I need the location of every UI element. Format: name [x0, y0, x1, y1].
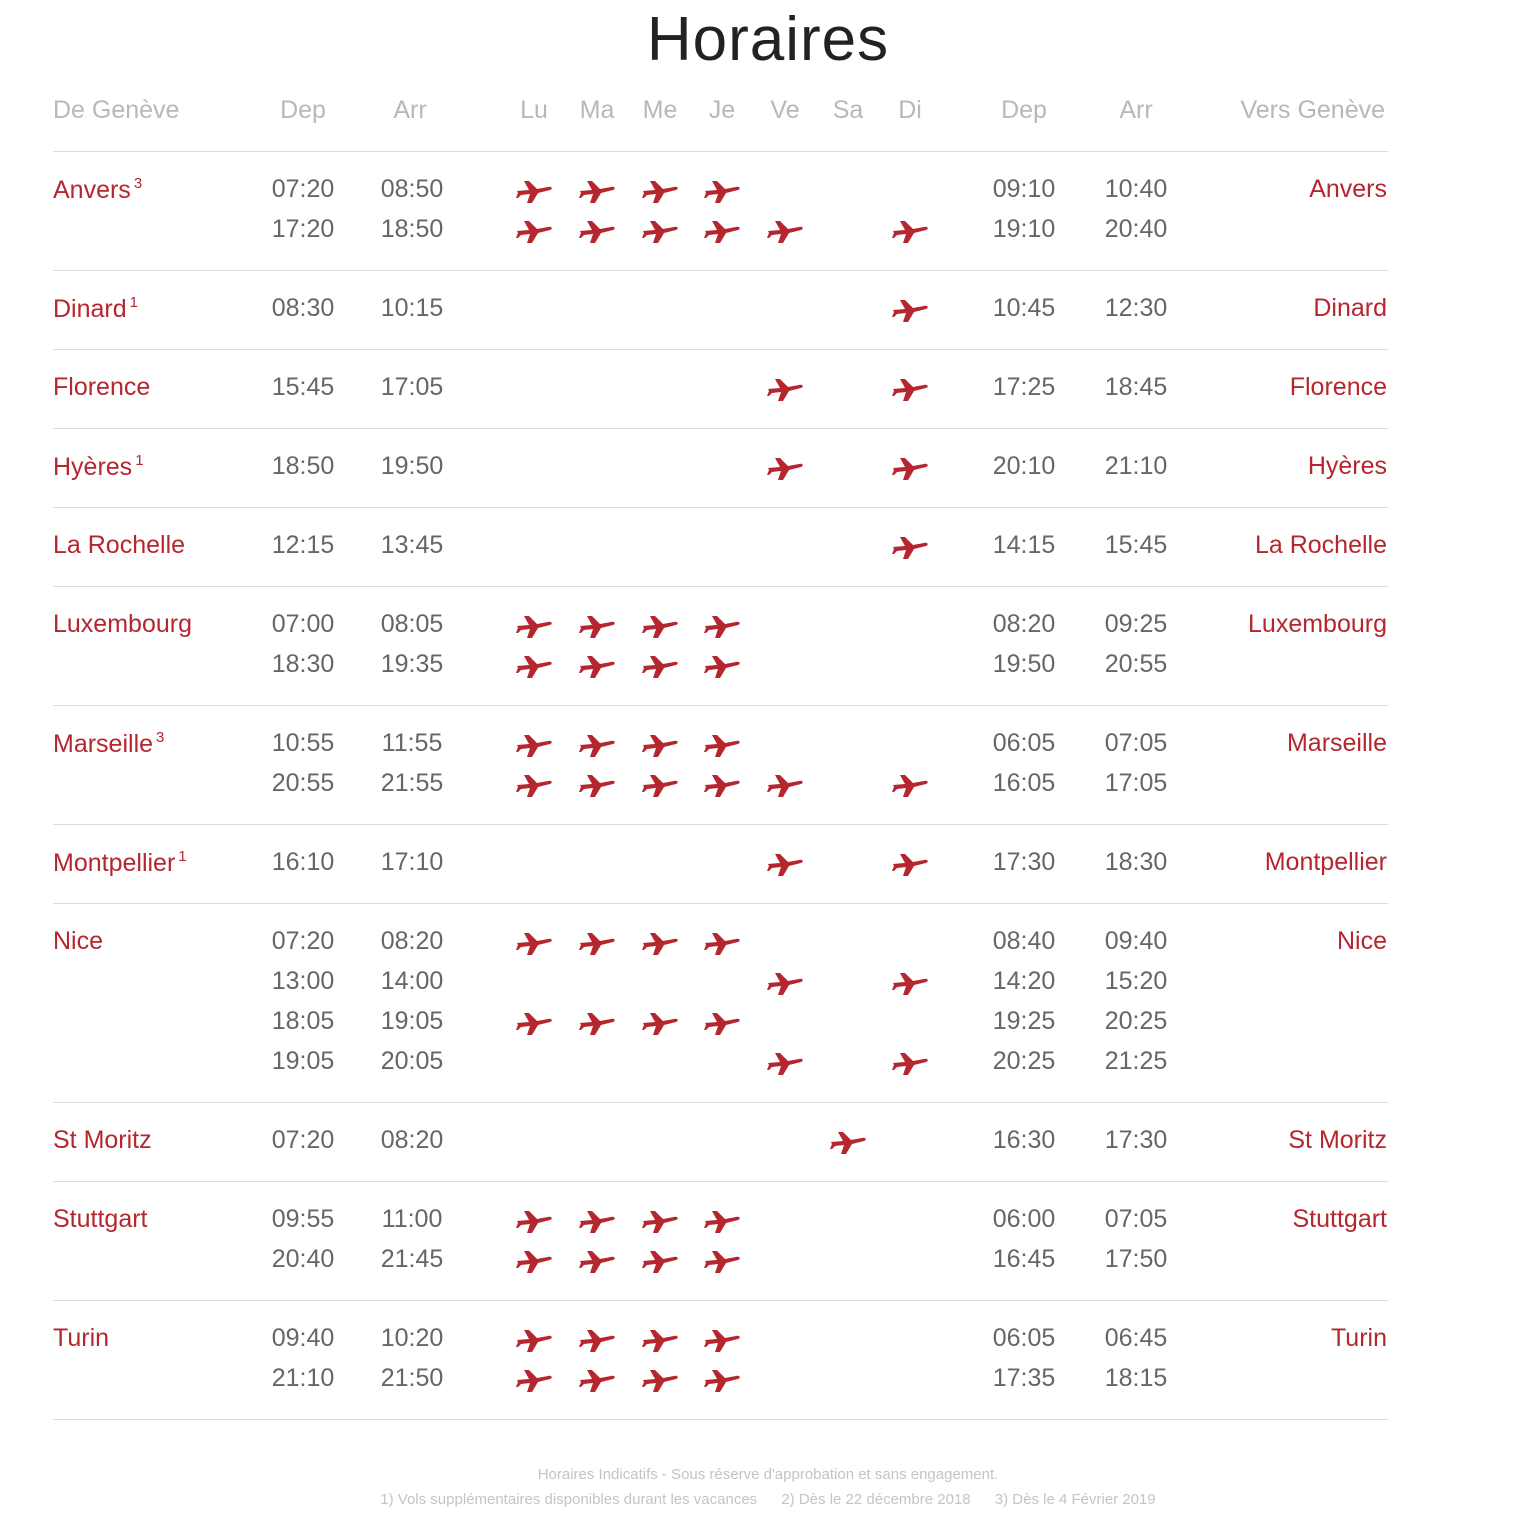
- airplane-icon: [515, 1010, 553, 1036]
- return-departure-time: 06:05: [992, 1324, 1056, 1352]
- return-departure-time: 17:30: [992, 848, 1056, 876]
- return-city: Montpellier: [1264, 848, 1387, 876]
- return-departure-time: 06:05: [992, 729, 1056, 757]
- departure-time: 12:15: [271, 531, 335, 559]
- departure-time: 09:55: [271, 1205, 335, 1233]
- footer-disclaimer: Horaires Indicatifs - Sous réserve d'approbation et sans engagement.: [537, 1466, 999, 1483]
- row-divider: [53, 824, 1388, 825]
- airplane-icon: [703, 1248, 741, 1274]
- departure-time: 10:55: [271, 729, 335, 757]
- return-departure-time: 14:15: [992, 531, 1056, 559]
- header-dep: Dep: [280, 96, 326, 124]
- return-departure-time: 16:05: [992, 769, 1056, 797]
- departure-time: 08:30: [271, 294, 335, 322]
- city-name: Luxembourg: [53, 610, 192, 638]
- departure-city: [53, 531, 185, 560]
- row-divider: [53, 1181, 1388, 1182]
- departure-time: 07:20: [271, 175, 335, 203]
- arrival-time: 21:45: [380, 1245, 444, 1273]
- departure-time: 18:30: [271, 650, 335, 678]
- departure-time: 18:05: [271, 1007, 335, 1035]
- return-arrival-time: 09:25: [1104, 610, 1168, 638]
- departure-time: 20:40: [271, 1245, 335, 1273]
- airplane-icon: [703, 218, 741, 244]
- return-city: Hyères: [1307, 452, 1387, 480]
- departure-time: 07:00: [271, 610, 335, 638]
- airplane-icon: [578, 930, 616, 956]
- return-departure-time: 20:10: [992, 452, 1056, 480]
- arrival-time: 10:20: [380, 1324, 444, 1352]
- airplane-icon: [641, 732, 679, 758]
- airplane-icon: [578, 1208, 616, 1234]
- return-departure-time: 08:20: [992, 610, 1056, 638]
- return-arrival-time: 15:45: [1104, 531, 1168, 559]
- return-arrival-time: 07:05: [1104, 729, 1168, 757]
- departure-city: [53, 175, 142, 205]
- airplane-icon: [641, 613, 679, 639]
- arrival-time: 11:00: [381, 1205, 443, 1233]
- row-divider: [53, 1419, 1388, 1420]
- arrival-time: 14:00: [380, 967, 444, 995]
- return-departure-time: 20:25: [992, 1047, 1056, 1075]
- airplane-icon: [578, 1010, 616, 1036]
- arrival-time: 08:50: [380, 175, 444, 203]
- airplane-icon: [829, 1129, 867, 1155]
- return-departure-time: 09:10: [992, 175, 1056, 203]
- return-arrival-time: 20:25: [1104, 1007, 1168, 1035]
- departure-time: 09:40: [271, 1324, 335, 1352]
- airplane-icon: [641, 1248, 679, 1274]
- arrival-time: 08:05: [380, 610, 444, 638]
- row-divider: [53, 349, 1388, 350]
- city-name: Anvers: [53, 176, 131, 204]
- airplane-icon: [515, 772, 553, 798]
- return-departure-time: 17:25: [992, 373, 1056, 401]
- footnote-marker: 1: [135, 452, 144, 469]
- return-arrival-time: 06:45: [1104, 1324, 1168, 1352]
- city-name: St Moritz: [53, 1126, 152, 1154]
- airplane-icon: [766, 851, 804, 877]
- airplane-icon: [703, 178, 741, 204]
- airplane-icon: [578, 653, 616, 679]
- departure-time: 18:50: [271, 452, 335, 480]
- arrival-time: 21:50: [380, 1364, 444, 1392]
- airplane-icon: [641, 930, 679, 956]
- header-to: Vers Genève: [1240, 96, 1385, 124]
- airplane-icon: [578, 1248, 616, 1274]
- row-divider: [53, 586, 1388, 587]
- airplane-icon: [891, 297, 929, 323]
- return-arrival-time: 20:55: [1104, 650, 1168, 678]
- city-name: Florence: [53, 373, 151, 401]
- arrival-time: 17:05: [380, 373, 444, 401]
- airplane-icon: [515, 613, 553, 639]
- return-arrival-time: 09:40: [1104, 927, 1168, 955]
- row-divider: [53, 270, 1388, 271]
- airplane-icon: [578, 1327, 616, 1353]
- row-divider: [53, 507, 1388, 508]
- airplane-icon: [515, 653, 553, 679]
- return-arrival-time: 15:20: [1104, 967, 1168, 995]
- arrival-time: 19:35: [380, 650, 444, 678]
- departure-time: 15:45: [271, 373, 335, 401]
- airplane-icon: [578, 732, 616, 758]
- airplane-icon: [766, 218, 804, 244]
- airplane-icon: [703, 930, 741, 956]
- header-from: De Genève: [53, 96, 180, 124]
- airplane-icon: [891, 218, 929, 244]
- airplane-icon: [578, 218, 616, 244]
- footer-notes: [0, 1491, 1536, 1508]
- return-arrival-time: 17:30: [1104, 1126, 1168, 1154]
- departure-city: [53, 1324, 109, 1353]
- airplane-icon: [641, 218, 679, 244]
- header-day: Ve: [770, 96, 800, 124]
- departure-city: [53, 610, 192, 639]
- airplane-icon: [891, 376, 929, 402]
- airplane-icon: [766, 1050, 804, 1076]
- header-day: Me: [642, 96, 678, 124]
- header-day: Lu: [520, 96, 548, 124]
- return-departure-time: 17:35: [992, 1364, 1056, 1392]
- row-divider: [53, 903, 1388, 904]
- return-departure-time: 14:20: [992, 967, 1056, 995]
- departure-city: [53, 848, 187, 878]
- airplane-icon: [641, 1010, 679, 1036]
- airplane-icon: [891, 970, 929, 996]
- departure-time: 13:00: [271, 967, 335, 995]
- departure-city: [53, 1126, 152, 1155]
- airplane-icon: [641, 653, 679, 679]
- arrival-time: 13:45: [380, 531, 444, 559]
- arrival-time: 20:05: [380, 1047, 444, 1075]
- return-arrival-time: 17:50: [1104, 1245, 1168, 1273]
- return-city: Anvers: [1309, 175, 1387, 203]
- city-name: Marseille: [53, 730, 154, 758]
- airplane-icon: [515, 1367, 553, 1393]
- footer-note: 2) Dès le 22 décembre 2018: [781, 1491, 971, 1508]
- footer-note: 3) Dès le 4 Février 2019: [994, 1491, 1156, 1508]
- return-arrival-time: 21:25: [1104, 1047, 1168, 1075]
- footnote-marker: 1: [178, 848, 187, 865]
- arrival-time: 19:05: [380, 1007, 444, 1035]
- city-name: Turin: [53, 1324, 110, 1352]
- row-divider: [53, 1300, 1388, 1301]
- airplane-icon: [515, 732, 553, 758]
- airplane-icon: [703, 653, 741, 679]
- departure-time: 19:05: [271, 1047, 335, 1075]
- header-day: Sa: [832, 96, 864, 124]
- arrival-time: 11:55: [381, 729, 443, 757]
- airplane-icon: [578, 1367, 616, 1393]
- airplane-icon: [641, 1327, 679, 1353]
- return-arrival-time: 12:30: [1104, 294, 1168, 322]
- return-city: La Rochelle: [1254, 531, 1387, 559]
- return-departure-time: 06:00: [992, 1205, 1056, 1233]
- arrival-time: 17:10: [380, 848, 444, 876]
- arrival-time: 18:50: [380, 215, 444, 243]
- airplane-icon: [578, 178, 616, 204]
- airplane-icon: [703, 1208, 741, 1234]
- airplane-icon: [641, 772, 679, 798]
- return-departure-time: 16:30: [992, 1126, 1056, 1154]
- row-divider: [53, 1102, 1388, 1103]
- page-title: Horaires: [646, 5, 890, 74]
- footer-note: 1) Vols supplémentaires disponibles durant les vacances: [380, 1491, 758, 1508]
- return-city: Florence: [1289, 373, 1387, 401]
- return-city: Stuttgart: [1292, 1205, 1387, 1233]
- airplane-icon: [703, 1010, 741, 1036]
- return-arrival-time: 17:05: [1104, 769, 1168, 797]
- row-divider: [53, 705, 1388, 706]
- airplane-icon: [515, 218, 553, 244]
- return-departure-time: 19:25: [992, 1007, 1056, 1035]
- return-city: Dinard: [1313, 294, 1387, 322]
- departure-city: [53, 729, 164, 759]
- airplane-icon: [641, 1208, 679, 1234]
- city-name: Dinard: [53, 295, 127, 323]
- airplane-icon: [703, 613, 741, 639]
- return-arrival-time: 18:30: [1104, 848, 1168, 876]
- return-arrival-time: 18:15: [1104, 1364, 1168, 1392]
- departure-time: 16:10: [271, 848, 335, 876]
- header-arr: Arr: [393, 96, 427, 124]
- airplane-icon: [641, 178, 679, 204]
- header-day: Je: [708, 96, 736, 124]
- return-city: St Moritz: [1288, 1126, 1387, 1154]
- departure-city: [53, 1205, 148, 1234]
- return-city: Turin: [1330, 1324, 1387, 1352]
- return-city: Luxembourg: [1248, 610, 1387, 638]
- airplane-icon: [578, 772, 616, 798]
- airplane-icon: [766, 970, 804, 996]
- airplane-icon: [891, 851, 929, 877]
- header-day: Di: [898, 96, 922, 124]
- airplane-icon: [703, 772, 741, 798]
- arrival-time: 19:50: [380, 452, 444, 480]
- airplane-icon: [515, 1208, 553, 1234]
- return-arrival-time: 10:40: [1104, 175, 1168, 203]
- airplane-icon: [703, 732, 741, 758]
- airplane-icon: [515, 178, 553, 204]
- departure-time: 17:20: [271, 215, 335, 243]
- airplane-icon: [641, 1367, 679, 1393]
- city-name: Montpellier: [53, 849, 176, 877]
- airplane-icon: [766, 455, 804, 481]
- airplane-icon: [891, 772, 929, 798]
- header-arr-back: Arr: [1119, 96, 1153, 124]
- arrival-time: 21:55: [380, 769, 444, 797]
- return-departure-time: 10:45: [992, 294, 1056, 322]
- airplane-icon: [703, 1367, 741, 1393]
- row-divider: [53, 151, 1388, 152]
- footnote-marker: 3: [133, 175, 143, 192]
- departure-time: 21:10: [271, 1364, 335, 1392]
- departure-time: 20:55: [271, 769, 335, 797]
- return-city: Marseille: [1286, 729, 1387, 757]
- footnote-marker: 3: [156, 729, 165, 746]
- airplane-icon: [891, 1050, 929, 1076]
- airplane-icon: [891, 534, 929, 560]
- city-name: La Rochelle: [53, 531, 186, 559]
- row-divider: [53, 428, 1388, 429]
- airplane-icon: [891, 455, 929, 481]
- departure-time: 07:20: [271, 1126, 335, 1154]
- return-departure-time: 19:50: [992, 650, 1056, 678]
- airplane-icon: [578, 613, 616, 639]
- return-departure-time: 08:40: [992, 927, 1056, 955]
- return-arrival-time: 18:45: [1104, 373, 1168, 401]
- city-name: Hyères: [53, 453, 133, 481]
- return-arrival-time: 21:10: [1104, 452, 1168, 480]
- header-dep-back: Dep: [1001, 96, 1047, 124]
- header-day: Ma: [579, 96, 615, 124]
- return-arrival-time: 20:40: [1104, 215, 1168, 243]
- return-city: Nice: [1336, 927, 1387, 955]
- city-name: Nice: [53, 927, 104, 955]
- airplane-icon: [515, 1327, 553, 1353]
- city-name: Stuttgart: [53, 1205, 148, 1233]
- airplane-icon: [703, 1327, 741, 1353]
- airplane-icon: [515, 930, 553, 956]
- arrival-time: 10:15: [380, 294, 444, 322]
- airplane-icon: [766, 376, 804, 402]
- airplane-icon: [766, 772, 804, 798]
- departure-city: [53, 294, 138, 324]
- return-arrival-time: 07:05: [1104, 1205, 1168, 1233]
- arrival-time: 08:20: [380, 1126, 444, 1154]
- return-departure-time: 16:45: [992, 1245, 1056, 1273]
- departure-time: 07:20: [271, 927, 335, 955]
- return-departure-time: 19:10: [992, 215, 1056, 243]
- departure-city: [53, 927, 103, 956]
- airplane-icon: [515, 1248, 553, 1274]
- arrival-time: 08:20: [380, 927, 444, 955]
- footnote-marker: 1: [129, 294, 138, 311]
- departure-city: [53, 452, 144, 482]
- departure-city: [53, 373, 150, 402]
